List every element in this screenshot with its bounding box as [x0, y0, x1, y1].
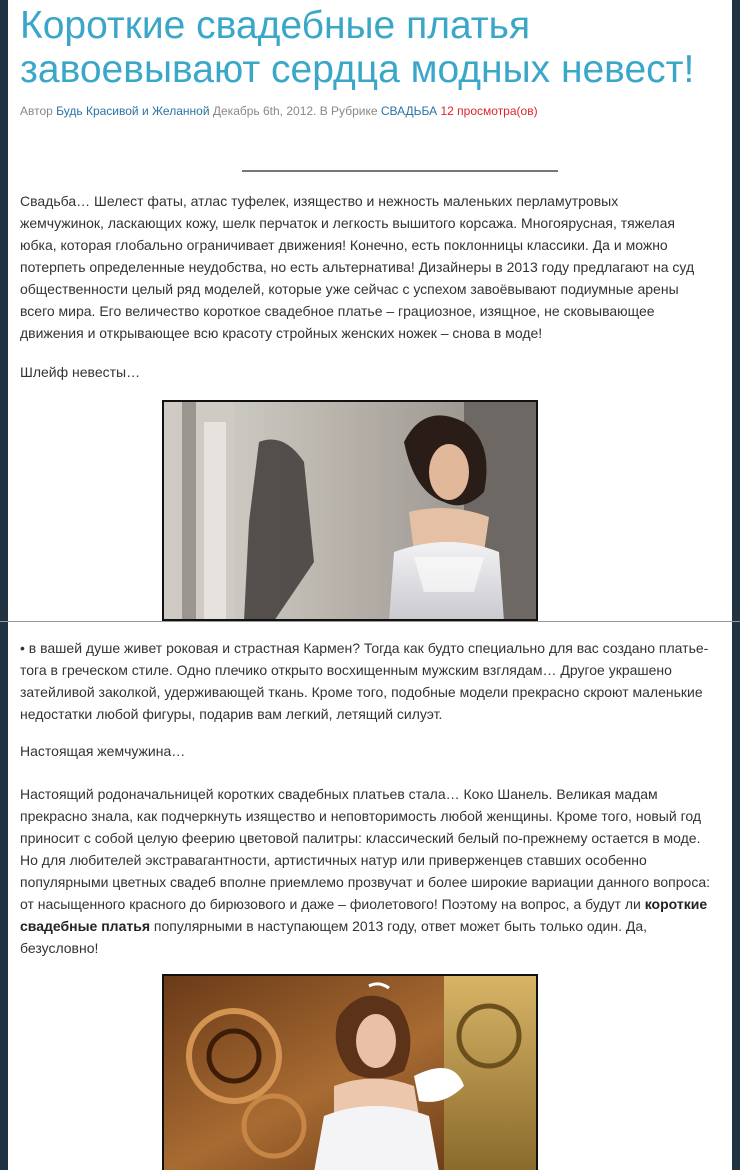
article-title[interactable]: Короткие свадебные платья завоевывают сердца модных невест! — [20, 4, 695, 91]
article — [20, 0, 720, 956]
category-link[interactable]: СВАДЬБА — [380, 104, 438, 118]
section-caption-veil: Шлейф невесты… — [20, 364, 141, 380]
page-divider — [0, 621, 740, 622]
paragraph-text-after: популярными в наступающем 2013 году, ответ может быть только один. Да, безусловно! — [20, 918, 648, 956]
view-count: 12 просмотра(ов) — [440, 104, 538, 118]
section-caption-pearl: Настоящая жемчужина… — [20, 743, 186, 759]
paragraph-text-before: Настоящий родоначальницей коротких свадебных платьев стала… Коко Шанель. Великая мадам прекрасно знала, как подчеркнуть изящество и неповторимость любой женщины. Кроме того, новый год приносит с собой целую феерию цветовой палитры: классический белый по-прежнему остается в моде. Но для любителей экстравагантности, артистичных натур или приверженцев ставших особенно популярными цветных свадеб вполне приемлемо прозвучат и более широкие вариации данного вопроса: от насыщенного красного до бирюзового и даже – фиолетового! Поэтому на вопрос, а будут ли — [20, 786, 711, 912]
bride-photo-2 — [162, 974, 538, 1170]
article-meta — [20, 104, 538, 124]
category-prefix: В Рубрике — [319, 104, 378, 118]
page-frame-left — [0, 0, 8, 1170]
page-frame-right — [732, 0, 740, 1170]
article-paragraph-intro: Свадьба… Шелест фаты, атлас туфелек, изящество и нежность маленьких перламутровых жемчужинок, ласкающих кожу, шелк перчаток и легкость вышитого корсажа. Многоярусная, тяжелая юбка, которая глобально ограничивает движения! Конечно, есть поклонницы классики. Да и можно потерпеть определенные неудобства, но есть альтернатива! Дизайнеры в 2013 году предлагают на суд общественности целый ряд моделей, которые уже сейчас с успехом завоёвывают подиумные арены всего мира. Его величество короткое свадебное платье – грациозное, изящное, не сковывающее движения и открывающее всю красоту стройных женских ножек – снова в моде! — [20, 193, 695, 341]
author-link[interactable]: Будь Красивой и Желанной — [56, 104, 210, 118]
author-prefix: Автор — [20, 104, 53, 118]
post-date: Декабрь 6th, 2012. — [212, 104, 317, 118]
keyword-bold: короткие свадебные платья — [20, 896, 708, 934]
article-paragraph-toga: • в вашей душе живет роковая и страстная Кармен? Тогда как будто специально для вас создано платье-тога в греческом стиле. Одно плечико открыто восхищенным мужским взглядам… Другое украшено затейливой заколкой, удерживающей ткань. Кроме того, подобные модели прекрасно скроют маленькие недостатки любой фигуры, подарив вам легкий, летящий силуэт. — [20, 640, 709, 722]
article-paragraph-chanel — [20, 783, 720, 959]
meta-underline — [242, 170, 558, 172]
bride-photo-1 — [162, 400, 538, 621]
